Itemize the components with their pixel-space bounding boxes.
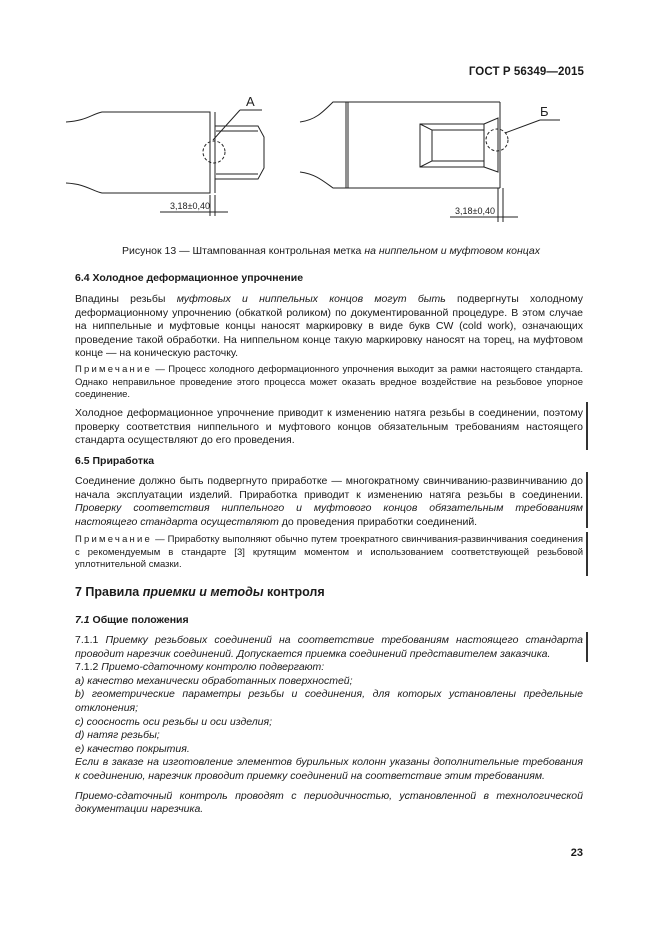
section-6-4-paragraph-1: Впадины резьбы муфтовых и ниппельных концов могут быть подвергнуты холодному деформационному упрочнению (обкаткой роликом) по документированной процедуре. В этом случае на ниппельные и муфтовые концы наносят маркировку в виде букв CW (cold work), означающих проведение такой обработки. На ниппельном конце такую маркировку наносят на торец, на муфтовом конце — на коническую расточку. — [75, 293, 583, 360]
section-6-5-paragraph-1: Соединение должно быть подвергнуто приработке — многократному свинчиванию-развинчиванию до начала эксплуатации изделий. Приработка приводит к изменению натяга резьбы в соединении. Проверку соответствия ниппельного и муфтового концов обязательным требованиям настоящего стандарта осуществляют до проведения приработки соединений. — [75, 475, 583, 528]
dimension-left: 3,18±0,40 — [170, 201, 210, 211]
list-item-b: b) геометрические параметры резьбы и соединения, для которых установлены предельные отклонения; — [75, 688, 583, 714]
list-item-c: с) соосность оси резьбы и оси изделия; — [75, 715, 273, 728]
paragraph-7-1-1: 7.1.1 Приемку резьбовых соединений на соответствие требованиям настоящего стандарта проводит нарезчик соединений. Допускается приемка соединений представителем заказчика. — [75, 634, 583, 660]
figure-13-drawing — [0, 85, 662, 235]
section-7-title: 7 Правила приемки и методы контроля — [75, 585, 325, 599]
section-6-4-title: 6.4 Холодное деформационное упрочнение — [75, 272, 304, 284]
coupling-body-outline — [300, 102, 346, 188]
section-6-4-paragraph-2: Холодное деформационное упрочнение приводит к изменению натяга резьбы в соединении, поэтому проверку соответствия ниппельного и муфтового концов обязательным требованиям настоящего стандарта осуществляют до его проведения. — [75, 407, 583, 447]
paragraph-7-1-2: 7.1.2 Приемо-сдаточному контролю подвергают: — [75, 661, 325, 674]
figure-caption: Рисунок 13 — Штампованная контрольная метка на ниппельном и муфтовом концах — [121, 245, 541, 257]
change-bar — [586, 632, 588, 662]
paragraph-additional-requirements: Если в заказе на изготовление элементов бурильных колонн указаны дополнительные требования к соединению, нарезчик проводит приемку соединений на соответствие этим требованиям. — [75, 756, 583, 782]
dimension-right: 3,18±0,40 — [455, 206, 495, 216]
change-bar — [586, 472, 588, 528]
mark-circle-b — [486, 129, 508, 151]
change-bar — [586, 532, 588, 576]
paragraph-periodicity: Приемо-сдаточный контроль проводят с периодичностью, установленной в технологической документации нарезчика. — [75, 789, 583, 816]
list-item-e: е) качество покрытия. — [75, 742, 190, 755]
label-b: Б — [540, 104, 549, 119]
change-bar — [586, 402, 588, 450]
list-item-d: d) натяг резьбы; — [75, 729, 160, 742]
list-item-a: а) качество механически обработанных поверхностей; — [75, 674, 353, 687]
section-6-4-note: Примечание — Процесс холодного деформационного упрочнения выходит за рамки настоящего стандарта. Однако неправильное проведение этого процесса может оказать вредное воздействие на резьбовое упорное соединение. — [75, 364, 583, 401]
mark-circle-a — [203, 141, 225, 163]
page-number: 23 — [570, 847, 583, 859]
section-6-5-note: Примечание — Приработку выполняют обычно путем троекратного свинчивания-развинчивания соединения с рекомендуемым в стандарте [3] крутящим моментом и использованием соответствующей резьбовой уплотнительной смазки. — [75, 534, 583, 571]
document-header: ГОСТ Р 56349—2015 — [468, 66, 584, 78]
section-7-1-title: 7.1 Общие положения — [75, 614, 189, 626]
section-7-body — [75, 634, 583, 817]
label-a: А — [246, 94, 255, 109]
nipple-pin-outline — [215, 126, 264, 179]
nipple-body-outline — [66, 112, 210, 193]
section-6-5-title: 6.5 Приработка — [75, 455, 155, 467]
